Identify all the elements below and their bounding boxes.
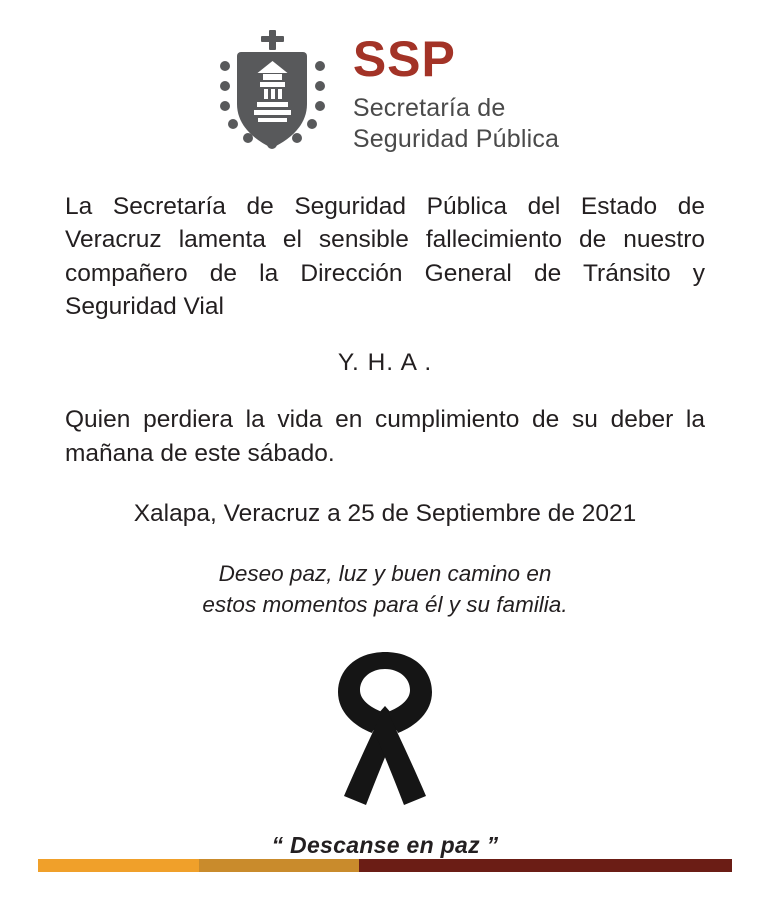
ssp-subtitle-line-2: Seguridad Pública — [352, 124, 560, 153]
ssp-logo-text — [352, 31, 560, 154]
condolence-line-2: estos momentos para él y su familia. — [202, 591, 568, 617]
black-mourning-ribbon-icon — [290, 646, 480, 816]
ssp-acronym: SSP — [352, 31, 456, 87]
ssp-subtitle-line-1: Secretaría de — [352, 94, 506, 122]
notice-paragraph-2: Quien perdiera la vida en cumplimiento de su deber la mañana de este sábado. — [65, 406, 705, 467]
bottom-color-bar — [38, 859, 732, 872]
notice-paragraph-1: La Secretaría de Seguridad Pública del Estado de Veracruz lamenta el sensible fallecimiento de nuestro compañero de la Dirección General de Tránsito y Seguridad Vial — [65, 193, 705, 320]
notice-content — [65, 190, 705, 620]
ssp-logo — [211, 28, 559, 160]
ssp-subtitle — [353, 93, 559, 154]
bottom-bar-segment-gold — [199, 859, 360, 872]
veracruz-state-crest-icon — [211, 28, 335, 160]
closing-phrase: “ Descanse en paz ” — [271, 831, 499, 858]
condolence-message — [65, 558, 705, 620]
condolence-line-1: Deseo paz, luz y buen camino en — [218, 560, 552, 586]
bottom-bar-segment-orange — [38, 859, 199, 872]
place-and-date: Xalapa, Veracruz a 25 de Septiembre de 2021 — [133, 499, 637, 527]
bottom-bar-segment-dark-red — [359, 859, 732, 872]
deceased-initials: Y. H. A . — [337, 349, 433, 377]
